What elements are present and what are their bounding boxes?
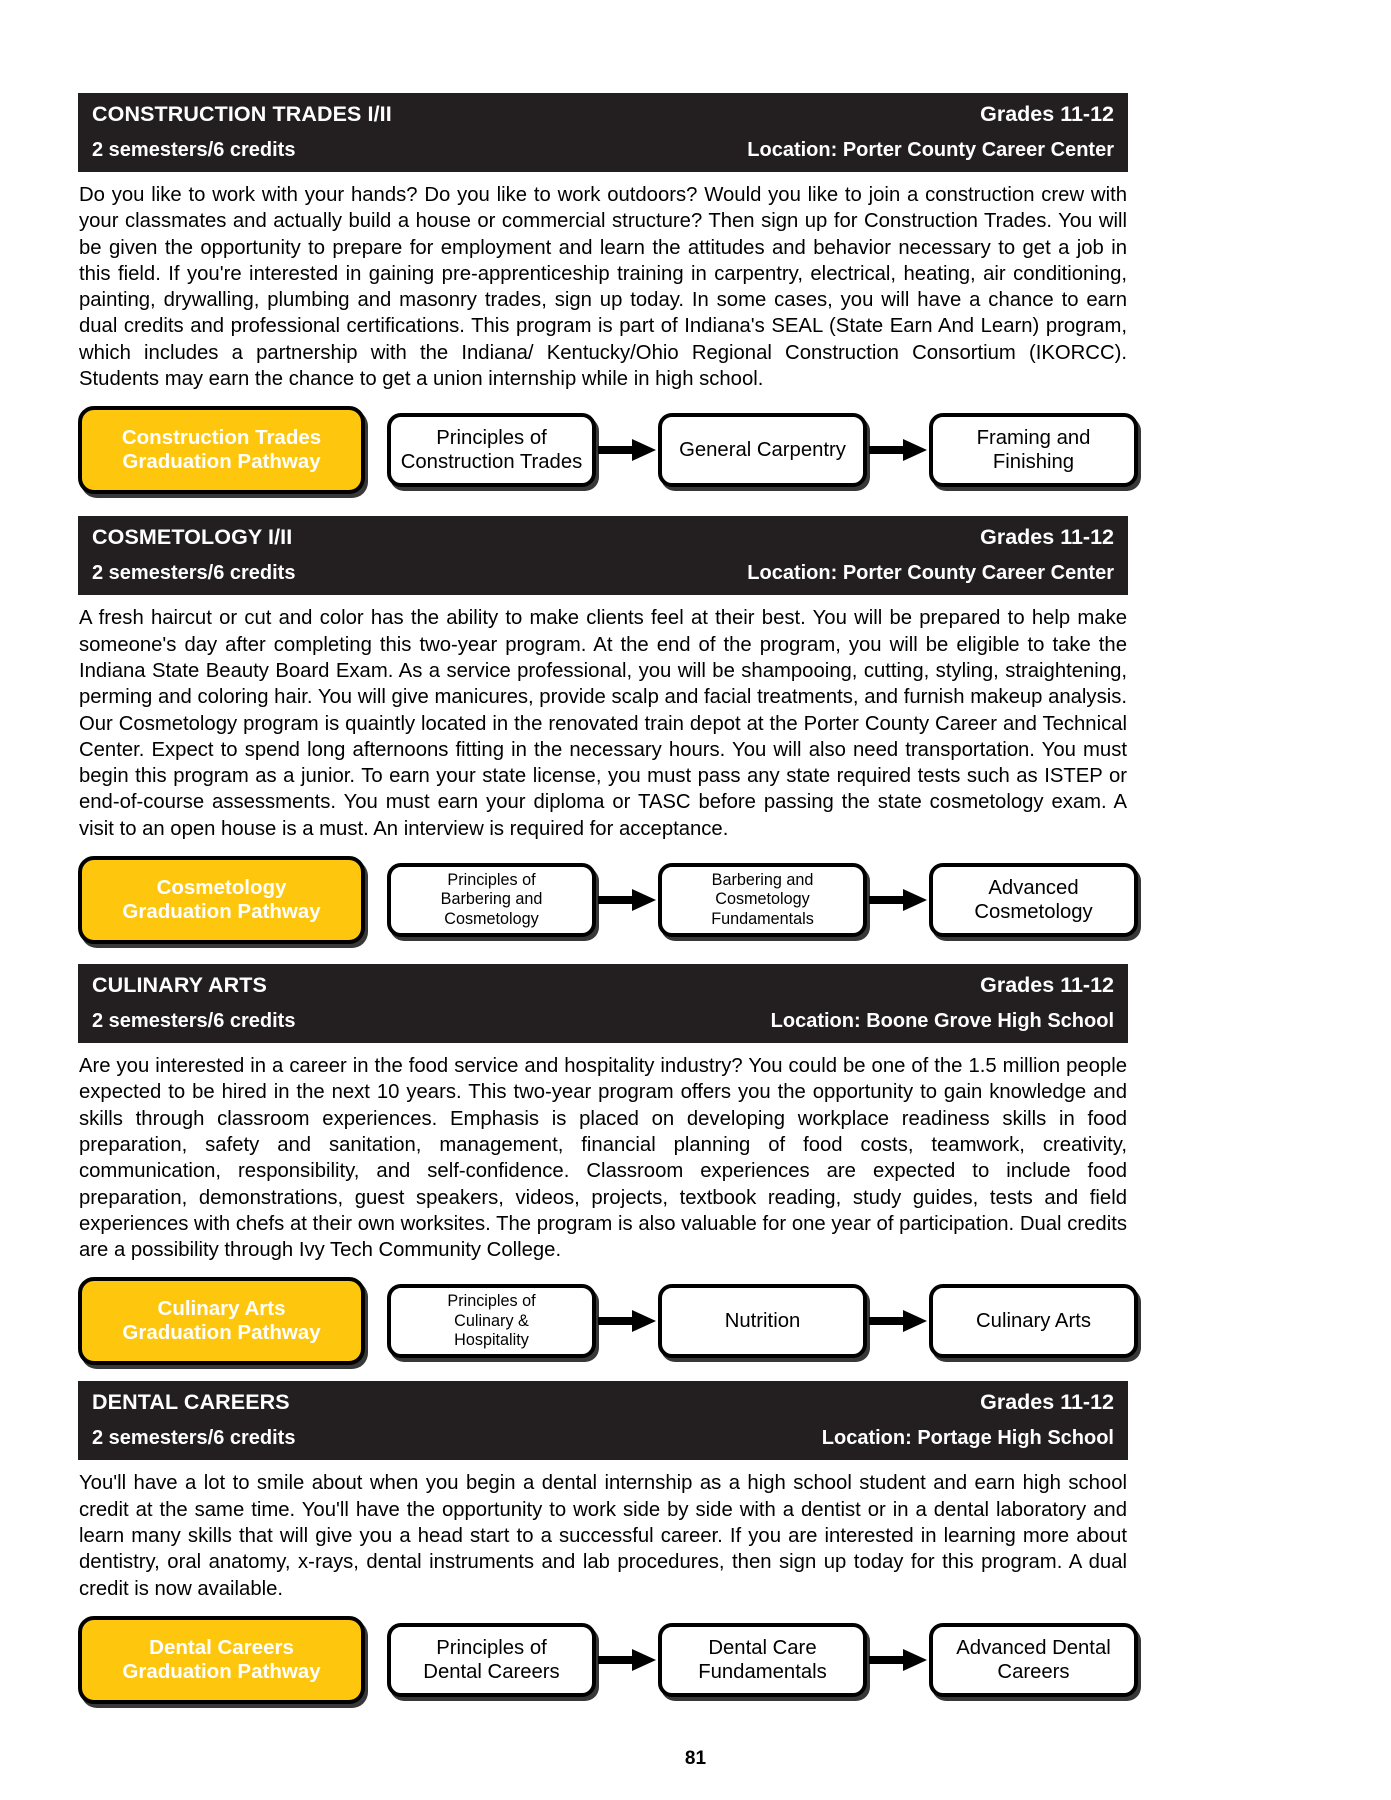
course-location: Location: Porter County Career Center <box>747 139 1114 161</box>
pathway-course-label: Nutrition <box>724 1310 801 1333</box>
course-credits: 2 semesters/6 credits <box>92 562 296 585</box>
pathway-badge-line2: Graduation Pathway <box>122 450 321 474</box>
header-bottom-row <box>92 1010 1114 1033</box>
pathway-badge-line2: Graduation Pathway <box>122 1659 321 1683</box>
course-section-cosmetology <box>78 516 1313 944</box>
header-top-row <box>92 525 1114 550</box>
pathway-flowchart <box>78 406 1138 494</box>
pathway-course-label: Framing and Finishing <box>976 427 1091 474</box>
pathway-course-node <box>658 1284 867 1358</box>
arrow-right-icon <box>596 1645 658 1675</box>
pathway-badge <box>78 1616 365 1704</box>
pathway-badge-line2: Graduation Pathway <box>122 1321 321 1345</box>
pathway-course-node <box>658 413 867 487</box>
header-bottom-row <box>92 139 1114 162</box>
pathway-course-node <box>387 863 596 937</box>
course-header-bar <box>78 964 1128 1043</box>
pathway-flowchart <box>78 856 1138 944</box>
course-title: CULINARY ARTS <box>92 973 267 998</box>
course-credits: 2 semesters/6 credits <box>92 1427 296 1450</box>
pathway-course-label: General Carpentry <box>679 439 846 462</box>
pathway-badge <box>78 406 365 494</box>
course-grades: Grades 11-12 <box>980 973 1114 998</box>
pathway-course-label: Culinary Arts <box>976 1310 1091 1333</box>
course-description: Are you interested in a career in the food service and hospitality industry? You could be one of the 1.5 million people expected to be hired in the next 10 years. This two-year program offers you the opportunity to gain knowledge and skills through classroom experiences. Emphasis is placed on developing workplace readiness skills in food preparation, safety and sanitation, management, financial planning of food costs, teamwork, creativity, communication, responsibility, and self-confidence. Classroom experiences are expected to include food preparation, demonstrations, guest speakers, videos, projects, textbook reading, study guides, tests and field experiences with chefs at their own worksites. The program is also valuable for one year of participation. Dual credits are a possibility through Ivy Tech Community College. <box>79 1055 1127 1262</box>
course-credits: 2 semesters/6 credits <box>92 1010 296 1033</box>
pathway-badge-line2: Graduation Pathway <box>122 900 321 924</box>
pathway-course-node <box>658 1623 867 1697</box>
course-section-dental-careers <box>78 1381 1313 1703</box>
course-description: A fresh haircut or cut and color has the ability to make clients feel at their best. You will be prepared to help make someone's day after completing this two-year program. At the end of the program, you will be eligible to take the Indiana State Beauty Board Exam. As a service professional, you will be shampooing, cutting, styling, straightening, perming and coloring hair. You will give manicures, provide scalp and facial treatments, and furnish makeup analysis. Our Cosmetology program is quaintly located in the renovated train depot at the Porter County Career and Technical Center. Expect to spend long afternoons fitting in the necessary hours. You will also need transportation. You must begin this program as a junior. To earn your state license, you must pass any state required tests such as ISTEP or end-of-course assessments. You must earn your diploma or TASC before passing the state cosmetology exam. A visit to an open house is a must. An interview is required for acceptance. <box>79 607 1127 840</box>
pathway-flowchart <box>78 1277 1138 1365</box>
pathway-badge-line1: Cosmetology <box>156 876 287 900</box>
pathway-course-node <box>387 1623 596 1697</box>
pathway-course-label: Principles of Dental Careers <box>423 1636 560 1683</box>
course-section-culinary-arts <box>78 964 1313 1365</box>
pathway-course-label: Barbering and Cosmetology Fundamentals <box>711 870 814 928</box>
pathway-badge-line1: Construction Trades <box>121 426 322 450</box>
course-credits: 2 semesters/6 credits <box>92 139 296 161</box>
arrow-right-icon <box>867 1306 929 1336</box>
arrow-right-icon <box>596 1306 658 1336</box>
arrow-right-icon <box>867 885 929 915</box>
pathway-course-node <box>387 1284 596 1358</box>
pathway-badge-line1: Dental Careers <box>149 1635 294 1659</box>
pathway-flowchart <box>78 1616 1138 1704</box>
pathway-course-label: Principles of Culinary & Hospitality <box>447 1292 536 1350</box>
course-section-construction-trades <box>78 93 1313 494</box>
course-title: COSMETOLOGY I/II <box>92 525 293 550</box>
course-header-bar <box>78 93 1128 172</box>
header-top-row <box>92 1390 1114 1415</box>
course-location: Location: Porter County Career Center <box>747 562 1114 585</box>
course-title: CONSTRUCTION TRADES I/II <box>92 102 392 126</box>
arrow-right-icon <box>867 1645 929 1675</box>
course-grades: Grades 11-12 <box>980 525 1114 550</box>
course-location: Location: Portage High School <box>821 1427 1114 1450</box>
pathway-course-label: Principles of Barbering and Cosmetology <box>440 870 543 928</box>
course-title: DENTAL CAREERS <box>92 1390 290 1415</box>
pathway-course-label: Advanced Cosmetology <box>974 877 1093 924</box>
course-grades: Grades 11-12 <box>980 1390 1114 1415</box>
arrow-right-icon <box>867 435 929 465</box>
pathway-course-label: Advanced Dental Careers <box>956 1636 1111 1683</box>
header-bottom-row <box>92 562 1114 585</box>
pathway-course-node <box>929 413 1138 487</box>
course-location: Location: Boone Grove High School <box>770 1010 1114 1033</box>
pathway-badge <box>78 856 365 944</box>
pathway-course-node <box>929 1284 1138 1358</box>
pathway-badge <box>78 1277 365 1365</box>
pathway-course-node <box>387 413 596 487</box>
header-top-row <box>92 102 1114 127</box>
pathway-course-node <box>929 1623 1138 1697</box>
page-number: 81 <box>684 1748 707 1769</box>
arrow-right-icon <box>596 885 658 915</box>
course-grades: Grades 11-12 <box>980 102 1114 126</box>
header-top-row <box>92 973 1114 998</box>
course-header-bar <box>78 516 1128 595</box>
header-bottom-row <box>92 1427 1114 1450</box>
pathway-course-label: Dental Care Fundamentals <box>698 1636 827 1683</box>
course-description: Do you like to work with your hands? Do you like to work outdoors? Would you like to join a construction crew with your classmates and actually build a house or commercial structure? Then sign up for Construction Trades. You will be given the opportunity to prepare for employment and learn the attitudes and behavior necessary to get a job in this field. If you're interested in gaining pre-apprenticeship training in carpentry, electrical, heating, air conditioning, painting, drywalling, plumbing and masonry trades, sign up today. In some cases, you will have a chance to earn dual credits and professional certifications. This program is part of Indiana's SEAL (State Earn And Learn) program, which includes a partnership with the Indiana/ Kentucky/Ohio Regional Construction Consortium (IKORCC). Students may earn the chance to get a union internship while in high school. <box>79 184 1127 391</box>
pathway-badge-line1: Culinary Arts <box>157 1297 286 1321</box>
pathway-course-label: Principles of Construction Trades <box>400 427 583 474</box>
pathway-course-node <box>658 863 867 937</box>
course-header-bar <box>78 1381 1128 1460</box>
course-description: You'll have a lot to smile about when you begin a dental internship as a high school student and earn high school credit at the same time. You'll have the opportunity to work side by side with a dentist or in a dental laboratory and learn many skills that will give you a head start to a successful career. If you are interested in learning more about dentistry, oral anatomy, x-rays, dental instruments and lab procedures, then sign up today for this program. A dual credit is now available. <box>79 1472 1127 1600</box>
arrow-right-icon <box>596 435 658 465</box>
pathway-course-node <box>929 863 1138 937</box>
